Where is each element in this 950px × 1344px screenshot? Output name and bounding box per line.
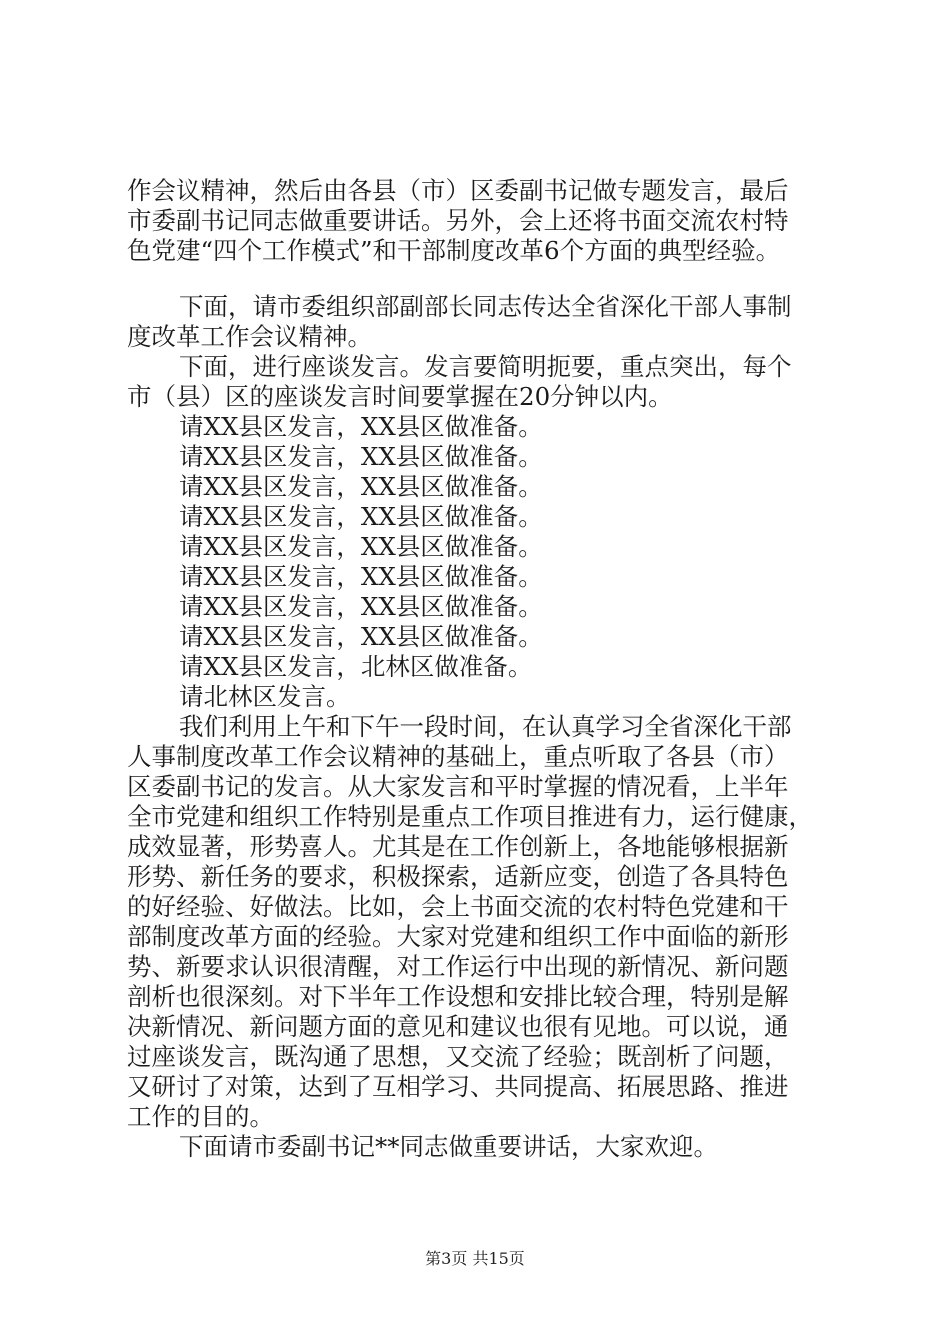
paragraph-line: 全市党建和组织工作特别是重点工作项目推进有力，运行健康， xyxy=(127,802,813,831)
page-number-footer: 第3页 共15页 xyxy=(425,1249,525,1268)
paragraph-line: 下面，进行座谈发言。发言要简明扼要，重点突出，每个 xyxy=(179,352,792,381)
speaker-line: 请XX县区发言，XX县区做准备。 xyxy=(179,592,543,621)
paragraph-line: 部制度改革方面的经验。大家对党建和组织工作中面临的新形 xyxy=(127,922,789,951)
paragraph-line: 过座谈发言，既沟通了思想，又交流了经验；既剖析了问题， xyxy=(127,1042,789,1071)
speaker-line: 请XX县区发言，XX县区做准备。 xyxy=(179,622,543,651)
paragraph-line: 区委副书记的发言。从大家发言和平时掌握的情况看，上半年 xyxy=(127,772,789,801)
speaker-line: 请XX县区发言，XX县区做准备。 xyxy=(179,472,543,501)
document-body xyxy=(127,176,847,1162)
speaker-line: 请XX县区发言，XX县区做准备。 xyxy=(179,562,543,591)
speaker-line: 请北林区发言。 xyxy=(179,682,351,711)
paragraph-line: 成效显著，形势喜人。尤其是在工作创新上，各地能够根据新 xyxy=(127,832,789,861)
paragraph-line: 市（县）区的座谈发言时间要掌握在20分钟以内。 xyxy=(127,382,673,411)
paragraph-line: 下面，请市委组织部副部长同志传达全省深化干部人事制 xyxy=(179,292,792,321)
paragraph-line: 又研讨了对策，达到了互相学习、共同提高、拓展思路、推进 xyxy=(127,1072,789,1101)
speaker-line: 请XX县区发言，XX县区做准备。 xyxy=(179,412,543,441)
speaker-line: 请XX县区发言，XX县区做准备。 xyxy=(179,532,543,561)
paragraph-line: 工作的目的。 xyxy=(127,1102,274,1131)
paragraph-line: 形势、新任务的要求，积极探索，适新应变，创造了各具特色 xyxy=(127,862,789,891)
paragraph-line: 我们利用上午和下午一段时间，在认真学习全省深化干部 xyxy=(179,712,792,741)
paragraph-line: 的好经验、好做法。比如，会上书面交流的农村特色党建和干 xyxy=(127,892,789,921)
speaker-line: 请XX县区发言，北林区做准备。 xyxy=(179,652,533,681)
paragraph-line: 度改革工作会议精神。 xyxy=(127,322,372,351)
speaker-line: 请XX县区发言，XX县区做准备。 xyxy=(179,442,543,471)
paragraph-line: 剖析也很深刻。对下半年工作设想和安排比较合理，特别是解 xyxy=(127,982,789,1011)
paragraph-line: 势、新要求认识很清醒，对工作运行中出现的新情况、新问题 xyxy=(127,952,789,981)
paragraph-line: 作会议精神，然后由各县（市）区委副书记做专题发言，最后 xyxy=(127,176,789,205)
paragraph-line: 下面请市委副书记**同志做重要讲话，大家欢迎。 xyxy=(179,1132,718,1161)
speaker-line: 请XX县区发言，XX县区做准备。 xyxy=(179,502,543,531)
paragraph-line: 决新情况、新问题方面的意见和建议也很有见地。可以说，通 xyxy=(127,1012,789,1041)
paragraph-line: 人事制度改革工作会议精神的基础上，重点听取了各县（市） xyxy=(127,742,789,771)
paragraph-gap xyxy=(127,266,847,292)
paragraph-line: 市委副书记同志做重要讲话。另外，会上还将书面交流农村特 xyxy=(127,206,789,235)
paragraph-line: 色党建“四个工作模式”和干部制度改革6个方面的典型经验。 xyxy=(127,236,781,265)
